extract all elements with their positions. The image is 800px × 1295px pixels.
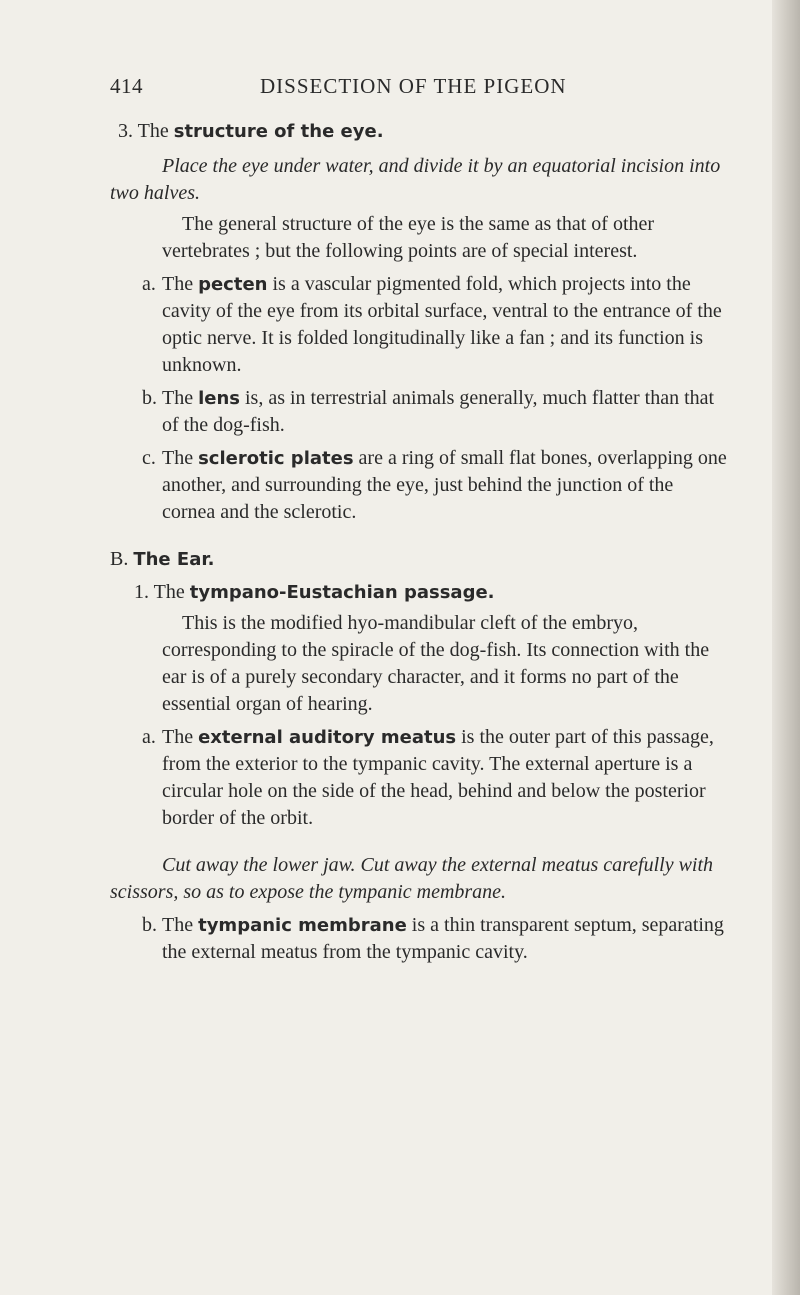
list-item-sclerotic-plates: c. The sclerotic plates are a ring of small flat bones, overlapping one another, and surrounding the eye, just behind the junction of the cornea and the sclerotic. [142,447,727,523]
list-item-external-meatus: a. The external auditory meatus is the outer part of this passage, from the exterior to the tympanic cavity. The external aperture is a circular hole on the side of the head, behind and below the posterior border of the orbit. [142,726,714,829]
subsection-1-instruction: Cut away the lower jaw. Cut away the external meatus carefully with scissors, so as to expose the tympanic membrane. [110,854,714,903]
section-3-heading: 3. The structure of the eye. [118,120,384,142]
list-item-tympanic-membrane: b. The tympanic membrane is a thin transparent septum, separating the external meatus from the tympanic cavity. [142,914,724,963]
term-sclerotic-plates: sclerotic plates [198,448,354,469]
subsection-1-title: tympano-Eustachian passage. [189,582,495,603]
term-tympanic-membrane: tympanic membrane [198,915,407,936]
subsection-1-intro: This is the modified hyo-mandibular cleft of the embryo, corresponding to the spiracle of the dog-fish. Its connection with the ear is of a purely secondary character, and it forms no part of the essential organ of hearing. [162,612,710,715]
section-B-heading: B. The Ear. [110,548,215,570]
list-item-pecten: a. The pecten is a vascular pigmented fold, which projects into the cavity of the eye from its orbital surface, ventral to the entrance of the optic nerve. It is folded longitudinally like a fan ; and its function is unknown. [142,273,722,376]
term-lens: lens [198,388,240,409]
term-external-auditory-meatus: external auditory meatus [198,727,457,748]
running-title: DISSECTION OF THE PIGEON [260,74,567,98]
section-3-intro: The general structure of the eye is the same as that of other vertebrates ; but the following points are of special interest. [162,213,655,262]
section-3-title: structure of the eye. [173,121,384,142]
page-body [110,118,730,966]
subsection-1-heading: 1. The tympano-Eustachian passage. [134,581,495,603]
section-B-title: The Ear. [133,549,215,570]
page-number: 414 [110,74,143,98]
page-edge-shadow [772,0,800,1295]
list-item-lens: b. The lens is, as in terrestrial animals generally, much flatter than that of the dog-fish. [142,387,715,436]
term-pecten: pecten [198,274,268,295]
section-3-instruction: Place the eye under water, and divide it by an equatorial incision into two halves. [110,155,721,204]
